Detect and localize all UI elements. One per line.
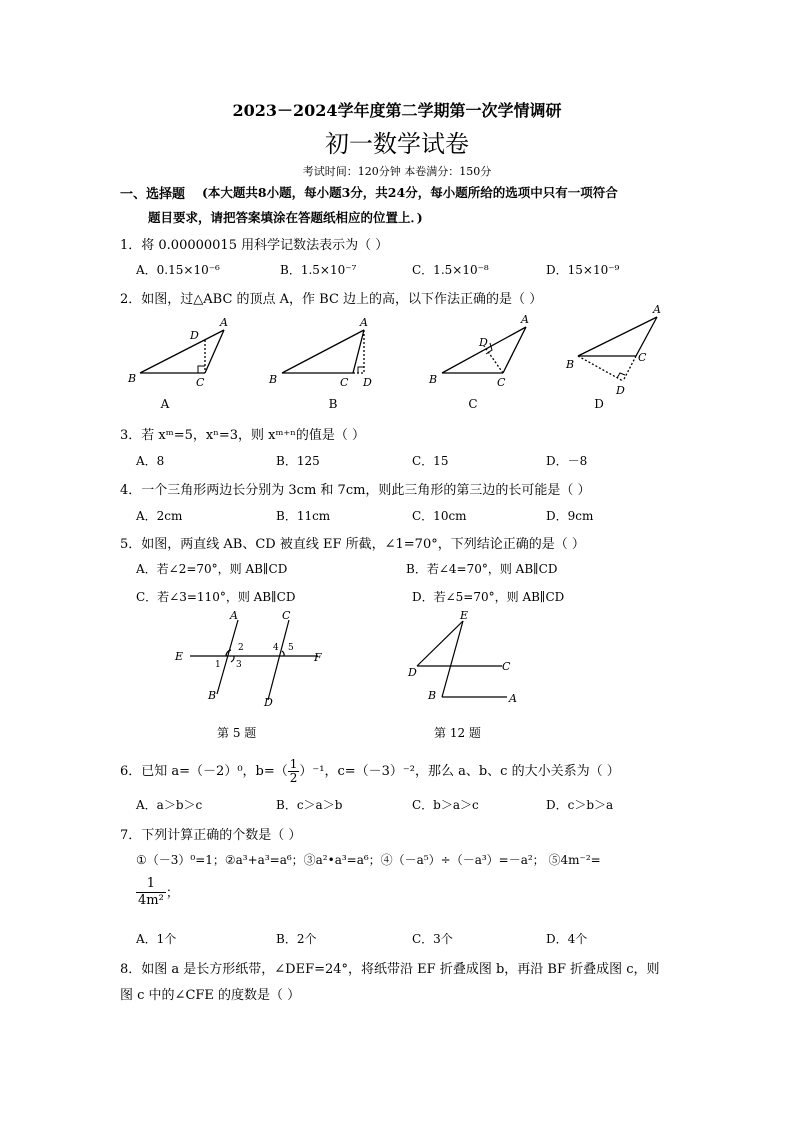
figure-b-label: B: [328, 397, 338, 411]
question-7-option-c: C．3个: [412, 932, 453, 946]
question-6-option-a: A．a＞b＞c: [136, 798, 203, 812]
figure-q12: [417, 621, 507, 697]
figure-q5: [190, 620, 318, 700]
figure-caption-5: 第 5 题: [217, 726, 257, 740]
question-5-option-c: C．若∠3=110°，则 AB∥CD: [136, 590, 296, 604]
svg-text:A: A: [509, 692, 517, 705]
svg-text:3: 3: [236, 660, 242, 670]
svg-text:D: D: [616, 384, 625, 397]
section-instruction-2: 题目要求，请把答案填涂在答题纸相应的位置上．): [148, 210, 423, 225]
question-6-frac-num: 1: [289, 757, 298, 771]
question-1-option-b: B．1.5×10⁻⁷: [280, 263, 357, 277]
question-7-fraction: [136, 876, 166, 909]
question-7-frac-den: 4m²: [138, 893, 164, 908]
svg-text:2: 2: [238, 643, 244, 653]
svg-text:E: E: [460, 609, 469, 622]
question-7-option-b: B．2个: [276, 932, 317, 946]
figure-d-label: D: [594, 397, 604, 411]
question-1-option-a: A．0.15×10⁻⁶: [136, 263, 220, 277]
question-3-stem: 3．若 xᵐ=5，xⁿ=3，则 xᵐ⁺ⁿ的值是（ ）: [120, 428, 366, 443]
question-3-option-b: B．125: [276, 454, 320, 468]
question-7-option-d: D．4个: [546, 932, 588, 946]
svg-text:D: D: [190, 329, 199, 342]
svg-text:A: A: [220, 316, 228, 329]
exam-title: 2023－2024学年度第二学期第一次学情调研: [232, 101, 562, 120]
svg-text:D: D: [264, 696, 273, 709]
svg-text:C: C: [497, 376, 506, 389]
section-heading: 一、选择题: [120, 187, 186, 202]
svg-text:D: D: [408, 666, 417, 679]
question-6-option-b: B．c＞a＞b: [276, 798, 343, 812]
question-1-option-c: C．1.5×10⁻⁸: [412, 263, 489, 277]
svg-text:A: A: [521, 313, 529, 326]
svg-text:C: C: [638, 351, 647, 364]
question-6-stem: [120, 758, 620, 785]
svg-text:B: B: [128, 372, 137, 385]
question-7-fraction-line: [136, 876, 179, 909]
exam-meta: 考试时间：120分钟 本卷满分：150分: [302, 165, 492, 178]
svg-text:C: C: [196, 376, 205, 389]
exam-subtitle: 初一数学试卷: [325, 130, 469, 158]
question-4-option-b: B．11cm: [276, 509, 331, 523]
svg-text:B: B: [269, 373, 278, 386]
svg-text:4: 4: [273, 643, 279, 653]
question-1-option-d: D．15×10⁻⁹: [546, 263, 620, 277]
question-6-stem-part-b: ）⁻¹，c=（－3）⁻²，那么 a、b、c 的大小关系为（ ）: [299, 764, 620, 779]
question-7-tail: ；: [165, 886, 179, 901]
question-7-items: ①（－3）⁰=1；②a³+a³=a⁶；③a²•a³=a⁶；④（－a⁵）÷（－a³）=－a²； ⑤4m⁻²=: [136, 853, 601, 867]
question-7-option-a: A．1个: [136, 932, 177, 946]
section-instruction-1: (本大题共8小题，每小题3分，共24分，每小题所给的选项中只有一项符合: [202, 185, 618, 200]
question-5-option-a: A．若∠2=70°，则 AB∥CD: [136, 562, 288, 576]
svg-text:D: D: [479, 336, 488, 349]
figure-c-label: C: [468, 397, 478, 411]
question-4-option-c: C．10cm: [412, 509, 467, 523]
question-3-option-a: A．8: [136, 454, 165, 468]
question-5-option-d: D．若∠5=70°，则 AB∥CD: [412, 590, 565, 604]
question-3-option-c: C．15: [412, 454, 449, 468]
svg-text:B: B: [429, 373, 438, 386]
svg-text:A: A: [360, 316, 368, 329]
question-7-frac-num: 1: [136, 876, 166, 893]
question-6-frac-den: 2: [289, 771, 298, 785]
svg-text:F: F: [314, 651, 322, 664]
question-3-option-d: D．－8: [546, 454, 588, 468]
svg-text:C: C: [282, 609, 291, 622]
svg-text:5: 5: [288, 643, 294, 653]
question-2-stem: 2．如图，过△ABC 的顶点 A，作 BC 边上的高，以下作法正确的是（ ）: [120, 292, 543, 307]
question-7-stem: 7．下列计算正确的个数是（ ）: [120, 828, 302, 843]
question-8-line-2: 图 c 中的∠CFE 的度数是（ ）: [120, 988, 301, 1003]
svg-text:C: C: [502, 660, 511, 673]
svg-text:C: C: [340, 376, 349, 389]
svg-text:E: E: [175, 650, 184, 663]
svg-text:1: 1: [215, 660, 221, 670]
question-5-stem: 5．如图，两直线 AB、CD 被直线 EF 所截，∠1=70°，下列结论正确的是（ ）: [120, 537, 585, 552]
question-6-option-c: C．b＞a＞c: [412, 798, 479, 812]
svg-text:A: A: [230, 609, 238, 622]
svg-text:B: B: [208, 689, 217, 702]
svg-text:B: B: [566, 358, 575, 371]
question-4-stem: 4．一个三角形两边长分别为 3cm 和 7cm，则此三角形的第三边的长可能是（ ）: [120, 483, 591, 498]
question-6-fraction: [288, 758, 300, 785]
question-4-option-d: D．9cm: [546, 509, 594, 523]
figure-caption-12: 第 12 题: [434, 726, 481, 740]
question-6-option-d: D．c＞b＞a: [546, 798, 614, 812]
question-4-option-a: A．2cm: [136, 509, 183, 523]
question-5-option-b: B．若∠4=70°，则 AB∥CD: [406, 562, 558, 576]
question-8-line-1: 8．如图 a 是长方形纸带，∠DEF=24°，将纸带沿 EF 折叠成图 b，再沿 BF 折叠成图 c，则: [120, 962, 660, 977]
svg-text:A: A: [653, 303, 661, 316]
svg-text:D: D: [363, 376, 372, 389]
question-1-stem: 1．将 0.00000015 用科学记数法表示为（ ）: [120, 238, 389, 253]
figure-a-label: A: [160, 397, 170, 411]
svg-text:B: B: [428, 689, 437, 702]
question-6-stem-part-a: 6．已知 a=（－2）⁰，b=（: [120, 764, 288, 779]
